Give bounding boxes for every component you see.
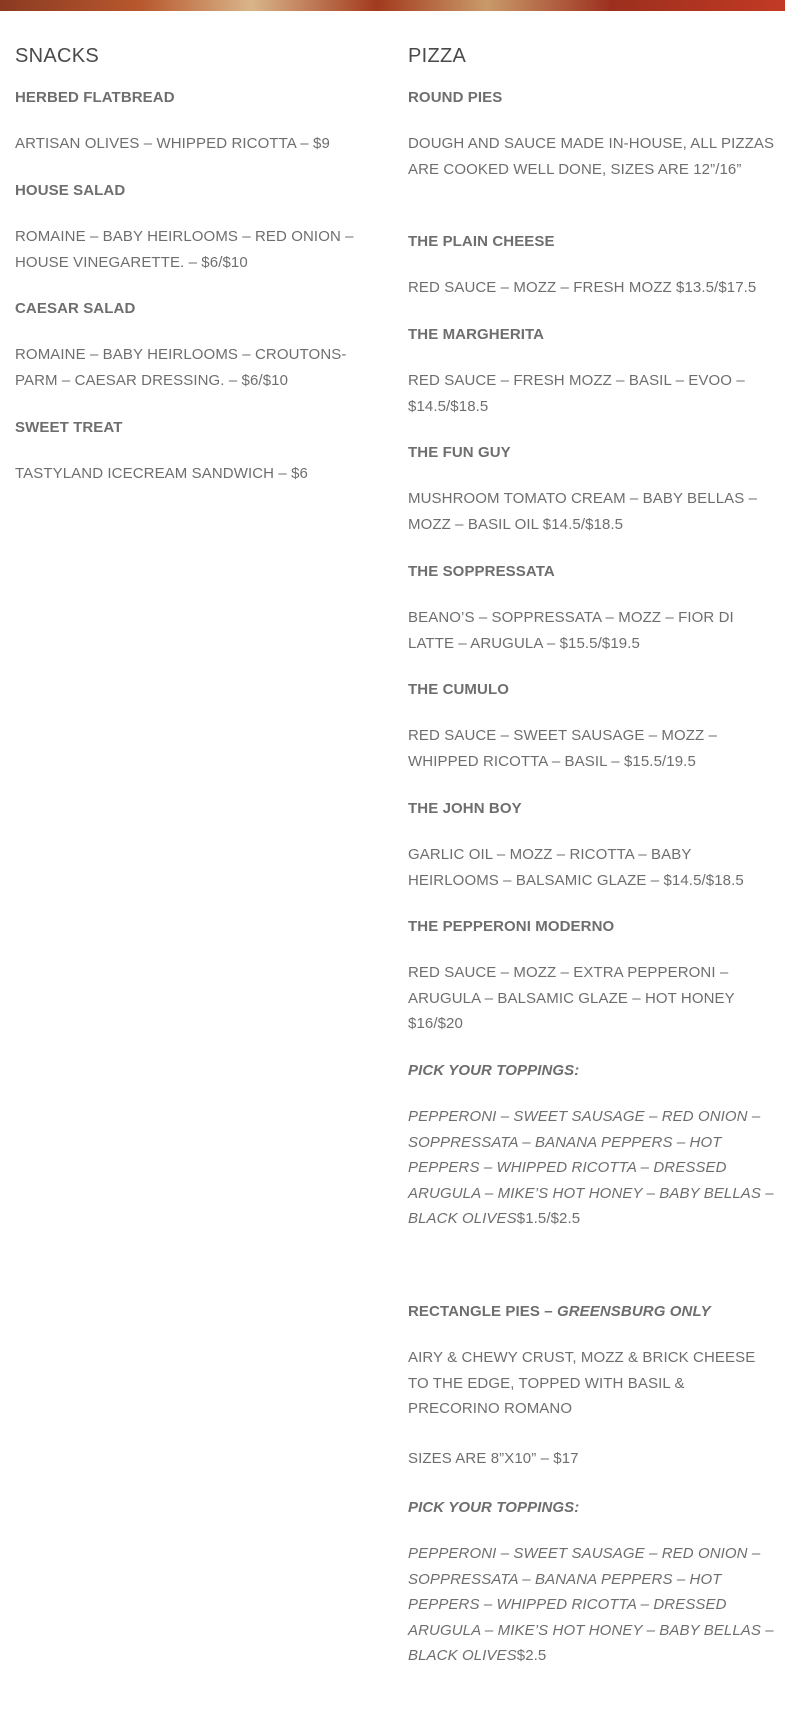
rectangle-pies-label: RECTANGLE PIES – (408, 1303, 553, 1320)
rectangle-toppings-title: PICK YOUR TOPPINGS: (408, 1499, 580, 1516)
snack-item-desc: ROMAINE – BABY HEIRLOOMS – CROUTONS- PARM – CAESAR DRESSING. – $6/$10 (15, 346, 347, 389)
rectangle-pies-title (408, 1303, 711, 1320)
snack-item-desc: ARTISAN OLIVES – WHIPPED RICOTTA – $9 (15, 135, 330, 152)
snacks-heading: SNACKS (15, 45, 100, 67)
pizza-item-name: THE MARGHERITA (408, 326, 545, 343)
snack-item-name: HOUSE SALAD (15, 182, 126, 199)
pizza-item-name: THE PEPPERONI MODERNO (408, 918, 615, 935)
pizza-item-desc: RED SAUCE – MOZZ – FRESH MOZZ $13.5/$17.5 (408, 279, 757, 296)
rectangle-toppings-price: $2.5 (516, 1647, 547, 1664)
pizza-heading: PIZZA (408, 45, 467, 67)
snack-item-desc: ROMAINE – BABY HEIRLOOMS – RED ONION – HOUSE VINEGARETTE. – $6/$10 (15, 228, 354, 271)
round-toppings-title: PICK YOUR TOPPINGS: (408, 1062, 580, 1079)
snack-item-name: HERBED FLATBREAD (15, 89, 175, 106)
snack-item-desc: TASTYLAND ICECREAM SANDWICH – $6 (15, 465, 308, 482)
pizza-item-name: THE CUMULO (408, 681, 509, 698)
round-pies-intro: DOUGH AND SAUCE MADE IN-HOUSE, ALL PIZZAS ARE COOKED WELL DONE, SIZES ARE 12”/16” (408, 135, 775, 178)
pizza-item-desc: RED SAUCE – MOZZ – EXTRA PEPPERONI – ARUGULA – BALSAMIC GLAZE – HOT HONEY $16/$20 (408, 964, 735, 1032)
rectangle-pies-size: SIZES ARE 8”X10” – $17 (408, 1450, 579, 1467)
pizza-item-name: THE FUN GUY (408, 444, 511, 461)
rectangle-toppings-text (408, 1541, 778, 1669)
snack-item-name: SWEET TREAT (15, 419, 123, 436)
round-pies-title: ROUND PIES (408, 89, 503, 106)
pizza-item-desc: RED SAUCE – SWEET SAUSAGE – MOZZ – WHIPPED RICOTTA – BASIL – $15.5/19.5 (408, 727, 718, 770)
pizza-item-desc: MUSHROOM TOMATO CREAM – BABY BELLAS – MOZZ – BASIL OIL $14.5/$18.5 (408, 490, 758, 533)
pizza-item-name: THE PLAIN CHEESE (408, 233, 555, 250)
hero-image-strip (0, 0, 785, 11)
rectangle-pies-location: GREENSBURG ONLY (556, 1303, 711, 1320)
pizza-item-name: THE JOHN BOY (408, 800, 522, 817)
round-toppings-price: $1.5/$2.5 (516, 1210, 581, 1227)
rectangle-pies-intro: AIRY & CHEWY CRUST, MOZZ & BRICK CHEESE TO THE EDGE, TOPPED WITH BASIL & PRECORINO ROMANO (408, 1349, 756, 1417)
snack-item-name: CAESAR SALAD (15, 300, 136, 317)
pizza-item-desc: RED SAUCE – FRESH MOZZ – BASIL – EVOO – $14.5/$18.5 (408, 372, 745, 415)
pizza-item-desc: BEANO’S – SOPPRESSATA – MOZZ – FIOR DI LATTE – ARUGULA – $15.5/$19.5 (408, 609, 734, 652)
round-toppings-text (408, 1104, 778, 1232)
pizza-item-desc: GARLIC OIL – MOZZ – RICOTTA – BABY HEIRLOOMS – BALSAMIC GLAZE – $14.5/$18.5 (408, 846, 744, 889)
round-toppings-list: PEPPERONI – SWEET SAUSAGE – RED ONION – SOPPRESSATA – BANANA PEPPERS – HOT PEPPERS – WHIPPED RICOTTA – DRESSED ARUGULA – MIKE’S HOT HONEY – BABY BELLAS – BLACK OLIVES (408, 1108, 774, 1227)
rectangle-toppings-list: PEPPERONI – SWEET SAUSAGE – RED ONION – SOPPRESSATA – BANANA PEPPERS – HOT PEPPERS – WHIPPED RICOTTA – DRESSED ARUGULA – MIKE’S HOT HONEY – BABY BELLAS – BLACK OLIVES (408, 1545, 774, 1664)
pizza-item-name: THE SOPPRESSATA (408, 563, 555, 580)
